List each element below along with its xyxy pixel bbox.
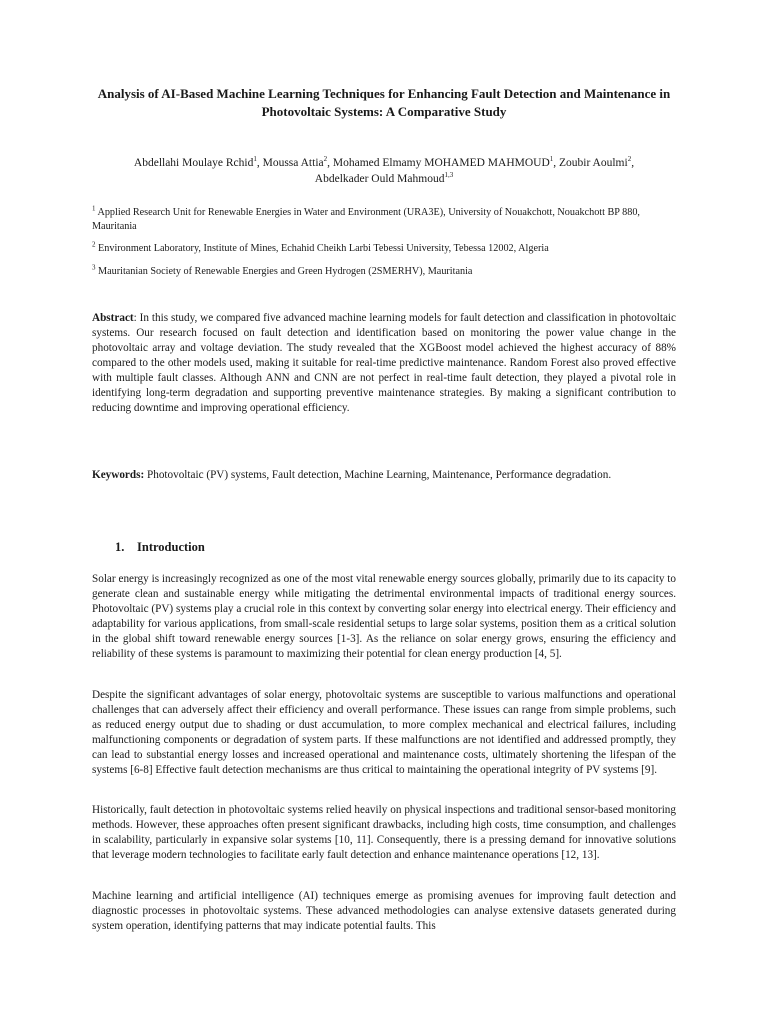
- affiliation-mark: 1: [92, 204, 96, 213]
- author-affiliation-mark: 1,3: [444, 171, 454, 180]
- section-title: Introduction: [137, 540, 205, 554]
- paragraph: Historically, fault detection in photovoltaic systems relied heavily on physical inspections and traditional sensor-based monitoring methods. However, these approaches often present significant drawbacks, including high costs, time consumption, and challenges in scalability, particularly in expansive solar systems [10, 11]. Consequently, there is a pressing demand for innovative solutions that leverage modern technologies to facilitate early fault detection and enhance maintenance operations [12, 13].: [92, 804, 676, 862]
- affiliation-3: [92, 265, 676, 279]
- author-affiliation-mark: 2: [323, 155, 328, 164]
- author-name: Mohamed Elmamy MOHAMED MAHMOUD: [332, 157, 550, 169]
- author: [315, 173, 453, 185]
- author-separator: ,: [553, 157, 560, 169]
- author-affiliation-mark: 2: [627, 155, 632, 164]
- author-name: Moussa Attia: [262, 157, 324, 169]
- affiliation-text: Applied Research Unit for Renewable Energies in Water and Environment (URA3E), University of Nouakchott, Nouakchott BP 880, Mauritania: [92, 207, 640, 232]
- author-list: [92, 155, 676, 187]
- author-name: Zoubir Aoulmi: [559, 157, 628, 169]
- author: [134, 157, 263, 169]
- abstract-text: : In this study, we compared five advanced machine learning models for fault detection and classification in photovoltaic systems. Our research focused on fault detection and identification based on monitoring the power value change in the photovoltaic array and voltage deviation. The study revealed that the XGBoost model achieved the highest accuracy of 88% compared to the other models used, making it suitable for real-time predictive maintenance. Random Forest also proved effective with multiple fault classes. Although ANN and CNN are not perfect in real-time fault detection, they played a pivotal role in identifying long-term degradation and supporting preventive maintenance strategies. By making a significant contribution to reducing downtime and improving operational efficiency.: [92, 312, 676, 415]
- abstract-label: Abstract: [92, 312, 134, 324]
- author: [263, 157, 333, 169]
- paragraph: Solar energy is increasingly recognized as one of the most vital renewable energy sources globally, primarily due to its capacity to generate clean and sustainable energy while mitigating the detrimental environmental impacts of traditional energy sources. Photovoltaic (PV) systems play a crucial role in this context by converting solar energy into electrical energy. Their efficiency and adaptability for various applications, from small-scale residential setups to large solar systems, position them as a critical solution in the global shift toward renewable energy sources [1-3]. As the reliance on solar energy grows, ensuring the efficiency and reliability of these systems is paramount to maximizing their potential for clean energy production [4, 5].: [92, 573, 676, 661]
- keywords: [92, 468, 676, 483]
- author-affiliation-mark: 1: [253, 155, 257, 164]
- author: [333, 157, 559, 169]
- paragraph: Machine learning and artificial intelligence (AI) techniques emerge as promising avenues for improving fault detection and diagnostic processes in photovoltaic systems. These advanced methodologies can analyse extensive datasets generated during system operation, identifying patterns that may indicate potential faults. This: [92, 890, 676, 933]
- keywords-label: Keywords:: [92, 469, 145, 481]
- author-separator: ,: [631, 157, 635, 169]
- abstract: [92, 311, 676, 416]
- author-affiliation-mark: 1: [549, 155, 554, 164]
- author-separator: ,: [256, 157, 263, 169]
- paragraph: Despite the significant advantages of solar energy, photovoltaic systems are susceptible to various malfunctions and operational challenges that can adversely affect their efficiency and overall performance. These issues can range from simple problems, such as reduced energy output due to shading or dust accumulation, to more complex mechanical and electrical failures, including malfunctioning components or degradation of system parts. If these malfunctions are not identified and addressed promptly, they can lead to substantial energy losses and increased operational and maintenance costs, ultimately shortening the lifespan of the systems [6-8] Effective fault detection mechanisms are thus critical to maintaining the operational integrity of PV systems [9].: [92, 689, 676, 777]
- keywords-text: Photovoltaic (PV) systems, Fault detection, Machine Learning, Maintenance, Performance degradation.: [144, 469, 612, 481]
- affiliation-text: Environment Laboratory, Institute of Mines, Echahid Cheikh Larbi Tebessi University, Tebessa 12002, Algeria: [98, 243, 549, 254]
- author-name: Abdellahi Moulaye Rchid: [133, 157, 254, 169]
- author-separator: ,: [327, 157, 333, 169]
- affiliation-2: [92, 242, 676, 256]
- affiliation-mark: 3: [92, 263, 96, 272]
- section-heading: [115, 540, 205, 555]
- section-number: 1.: [115, 540, 125, 554]
- author: [559, 157, 634, 169]
- paper-title: Analysis of AI-Based Machine Learning Techniques for Enhancing Fault Detection and Maintenance in Photovoltaic Systems: A Comparative Study: [97, 86, 671, 119]
- author-name: Abdelkader Ould Mahmoud: [314, 173, 445, 185]
- affiliation-1: [92, 206, 676, 233]
- affiliation-text: Mauritanian Society of Renewable Energies and Green Hydrogen (2SMERHV), Mauritania: [98, 266, 473, 277]
- affiliation-mark: 2: [92, 240, 96, 249]
